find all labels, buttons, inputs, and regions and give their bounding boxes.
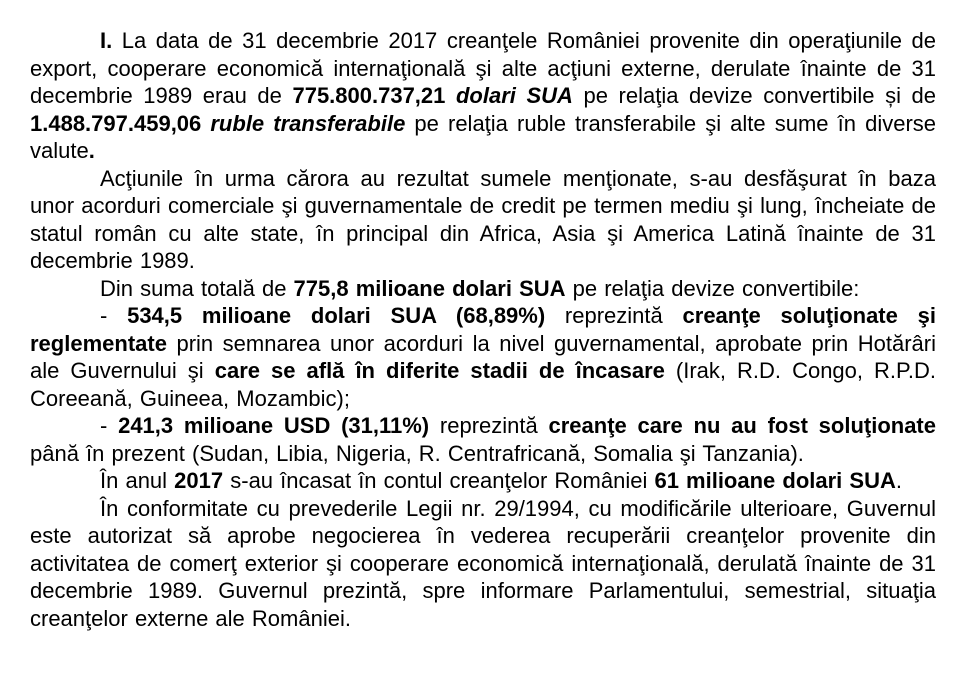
text-run: 1.488.797.459,06 xyxy=(30,110,211,136)
paragraph xyxy=(30,412,936,467)
text-run: În anul xyxy=(100,468,175,493)
text-run: creanţe care nu au fost soluţionate xyxy=(548,413,936,438)
text-run: . xyxy=(88,138,95,163)
text-run: pe relaţia devize convertibile și de xyxy=(572,83,936,108)
text-run: s-au încasat în contul creanţelor României xyxy=(223,468,655,493)
text-run: 775,8 milioane dolari SUA xyxy=(293,275,566,301)
text-run: - xyxy=(100,303,128,328)
text-run: Acţiunile în urma cărora au rezultat sumele menţionate, s-au desfăşurat în baza unor acorduri comerciale şi guvernamentale de credit pe termen mediu şi lung, încheiate de statul român cu alte state, în principal din Africa, Asia şi America Latină înainte de 31 decembrie 1989. xyxy=(30,165,936,273)
text-run: La data de 31 decembrie 2017 creanţele României provenite din operaţiunile de export, cooperare economică internaţională şi alte acţiuni externe, derulate înainte de 31 decembrie 1989 erau de xyxy=(30,28,936,108)
text-run: Din suma totală de xyxy=(100,275,294,301)
text-run: creanţe soluţionate şi reglementate xyxy=(30,303,936,356)
paragraph xyxy=(30,165,936,275)
text-run: reprezintă xyxy=(429,413,549,438)
text-run: 2017 xyxy=(174,468,224,493)
text-run: care se află în diferite stadii de încasare xyxy=(214,358,665,383)
text-run: 775.800.737,21 xyxy=(292,83,456,108)
paragraph xyxy=(30,275,936,303)
paragraph xyxy=(30,495,936,633)
text-run: I. xyxy=(100,28,113,53)
paragraph xyxy=(30,302,936,412)
document-body xyxy=(30,27,936,632)
text-run: În conformitate cu prevederile Legii nr. 29/1994, cu modificările ulterioare, Guvernul este autorizat să aprobe negocierea în vederea recuperării creanţelor provenite din activitatea de comerţ exterior şi cooperare economică internaţională, derulată înainte de 31 decembrie 1989. Guvernul prezintă, spre informare Parlamentului, semestrial, situaţia creanţelor externe ale României. xyxy=(30,495,936,631)
paragraph xyxy=(30,467,936,495)
paragraph xyxy=(30,27,936,165)
text-run: 241,3 milioane USD (31,11%) xyxy=(118,413,430,438)
text-run: pe relaţia ruble transferabile şi alte sume în diverse valute xyxy=(30,110,937,163)
text-run: . xyxy=(895,468,902,493)
text-run: reprezintă xyxy=(545,303,683,328)
text-run: (Irak, R.D. Congo, R.P.D. Coreeană, Guineea, Mozambic); xyxy=(30,358,936,411)
text-run: 61 milioane dolari SUA xyxy=(654,468,896,493)
text-run: prin semnarea unor acorduri la nivel guvernamental, aprobate prin Hotărâri ale Guvernului şi xyxy=(30,330,936,383)
text-run: pe relaţia devize convertibile: xyxy=(565,275,860,301)
text-run: - xyxy=(100,413,119,438)
text-run: ruble transferabile xyxy=(210,110,406,136)
text-run: 534,5 milioane dolari SUA (68,89%) xyxy=(127,303,546,328)
text-run: dolari SUA xyxy=(455,83,573,108)
text-run: până în prezent (Sudan, Libia, Nigeria, R. Centrafricană, Somalia şi Tanzania). xyxy=(30,440,804,466)
